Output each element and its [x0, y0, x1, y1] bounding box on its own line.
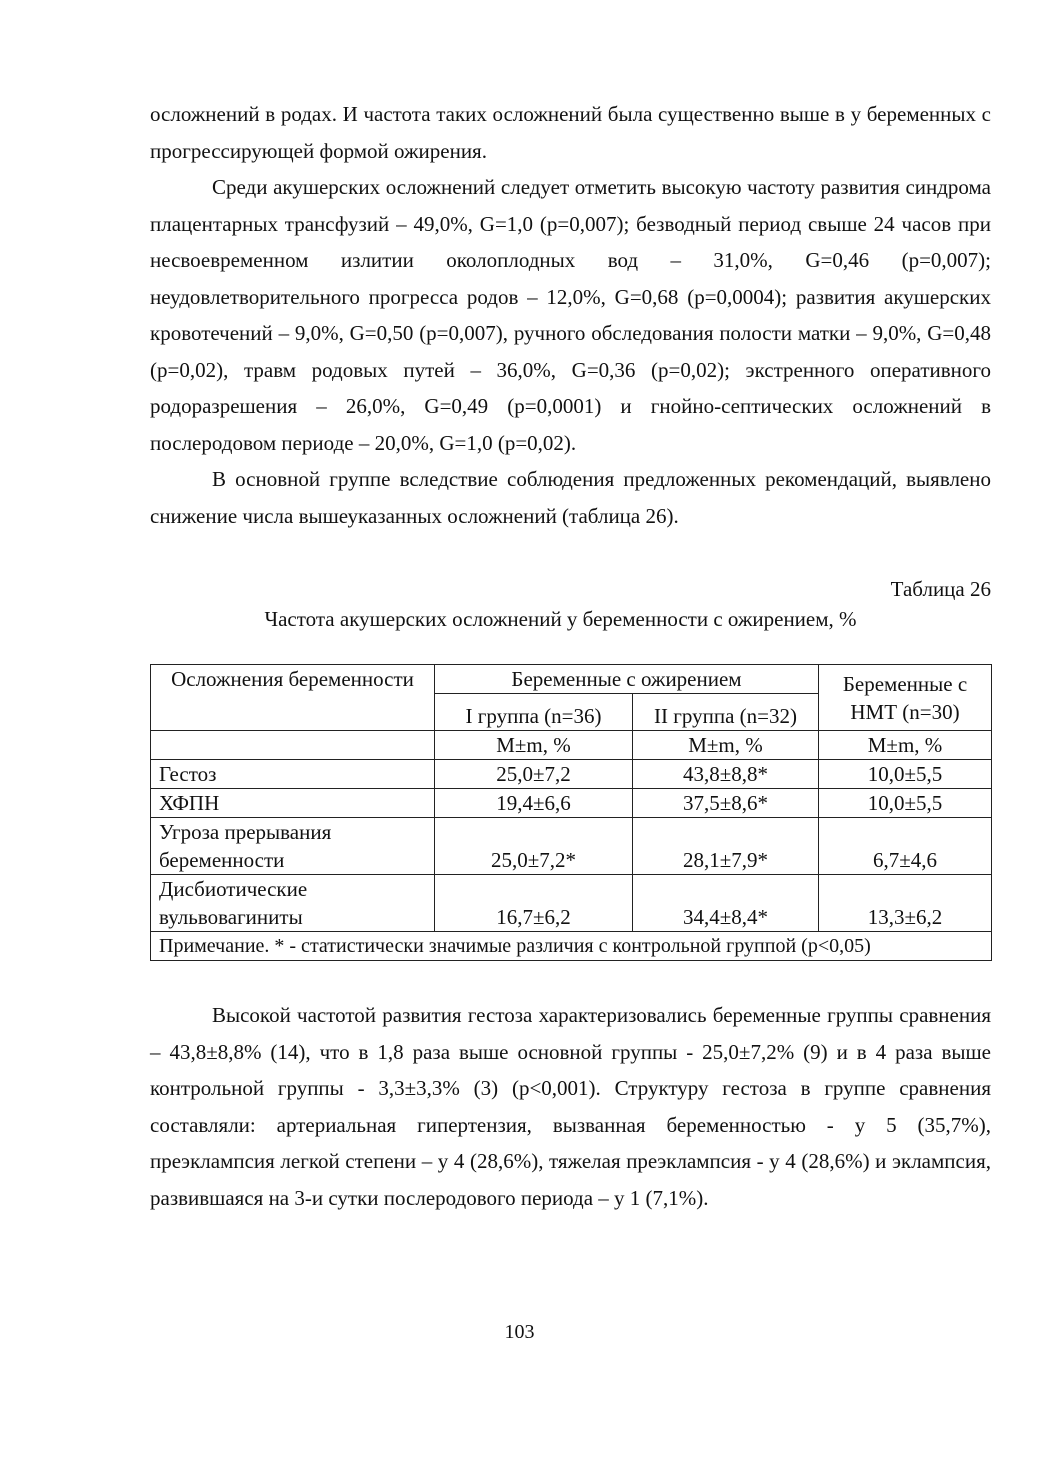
- table-header-row-1: [151, 665, 992, 694]
- table-row: [151, 760, 992, 789]
- header-group-1: I группа (n=36): [435, 694, 633, 731]
- header-group-2: II группа (n=32): [633, 694, 819, 731]
- value-cell: 10,0±5,5: [819, 789, 992, 818]
- unit-cell: M±m, %: [819, 731, 992, 760]
- value-cell: 28,1±7,9*: [633, 818, 819, 875]
- table-note-row: [151, 932, 992, 961]
- value-cell: 37,5±8,6*: [633, 789, 819, 818]
- header-obese-group: Беременные с ожирением: [435, 665, 819, 694]
- header-complications: Осложнения беременности: [151, 665, 435, 731]
- page-number: 103: [504, 1321, 535, 1343]
- table-row: [151, 875, 992, 932]
- paragraph-continuation: осложнений в родах. И частота таких осложнений была существенно выше в у беременных с прогрессирующей формой ожирения.: [150, 102, 991, 163]
- value-cell: 25,0±7,2: [435, 760, 633, 789]
- paragraph-main-group: В основной группе вследствие соблюдения предложенных рекомендаций, выявлено снижение числа вышеуказанных осложнений (таблица 26).: [150, 467, 991, 528]
- header-nmt-group: Беременные с НМТ (n=30): [819, 665, 992, 731]
- paragraph-obstetric-complications: Среди акушерских осложнений следует отметить высокую частоту развития синдрома плацентарных трансфузий – 49,0%, G=1,0 (p=0,007); безводный период свыше 24 часов при несвоевременном излитии околоплодных вод – 31,0%, G=0,46 (p=0,007); неудовлетворительного прогресса родов – 12,0%, G=0,68 (p=0,0004); развития акушерских кровотечений – 9,0%, G=0,50 (p=0,007), ручного обследования полости матки – 9,0%, G=0,48 (p=0,02), травм родовых путей – 36,0%, G=0,36 (p=0,02); экстренного оперативного родоразрешения – 26,0%, G=0,49 (p=0,0001) и гнойно-септических осложнений в послеродовом периоде – 20,0%, G=1,0 (p=0,02).: [150, 175, 991, 455]
- complications-table: [150, 664, 992, 961]
- table-number: Таблица 26: [890, 577, 991, 601]
- table-title: Частота акушерских осложнений у беременности с ожирением, %: [264, 607, 857, 631]
- table-row: [151, 818, 992, 875]
- value-cell: 6,7±4,6: [819, 818, 992, 875]
- value-cell: 34,4±8,4*: [633, 875, 819, 932]
- row-label: ХФПН: [151, 789, 435, 818]
- paragraph-gestosis: Высокой частотой развития гестоза характеризовались беременные группы сравнения – 43,8±8,8% (14), что в 1,8 раза выше основной группы - 25,0±7,2% (9) и в 4 раза выше контрольной группы - 3,3±3,3% (3) (p<0,001). Структуру гестоза в группе сравнения составляли: артериальная гипертензия, вызванная беременностью - у 5 (35,7%), преэклампсия легкой степени – у 4 (28,6%), тяжелая преэклампсия - у 4 (28,6%) и эклампсия, развившаяся на 3-и сутки послеродового периода – у 1 (7,1%).: [150, 1003, 991, 1210]
- page-content: [150, 96, 991, 1216]
- units-empty-cell: [151, 731, 435, 760]
- row-label: Дисбиотические вульвовагиниты: [151, 875, 435, 932]
- table-row: [151, 789, 992, 818]
- value-cell: 10,0±5,5: [819, 760, 992, 789]
- table-units-row: [151, 731, 992, 760]
- value-cell: 25,0±7,2*: [435, 818, 633, 875]
- unit-cell: M±m, %: [633, 731, 819, 760]
- unit-cell: M±m, %: [435, 731, 633, 760]
- row-label: Гестоз: [151, 760, 435, 789]
- value-cell: 16,7±6,2: [435, 875, 633, 932]
- value-cell: 19,4±6,6: [435, 789, 633, 818]
- value-cell: 13,3±6,2: [819, 875, 992, 932]
- table-note: Примечание. * - статистически значимые различия с контрольной группой (p<0,05): [151, 932, 992, 961]
- value-cell: 43,8±8,8*: [633, 760, 819, 789]
- row-label: Угроза прерывания беременности: [151, 818, 435, 875]
